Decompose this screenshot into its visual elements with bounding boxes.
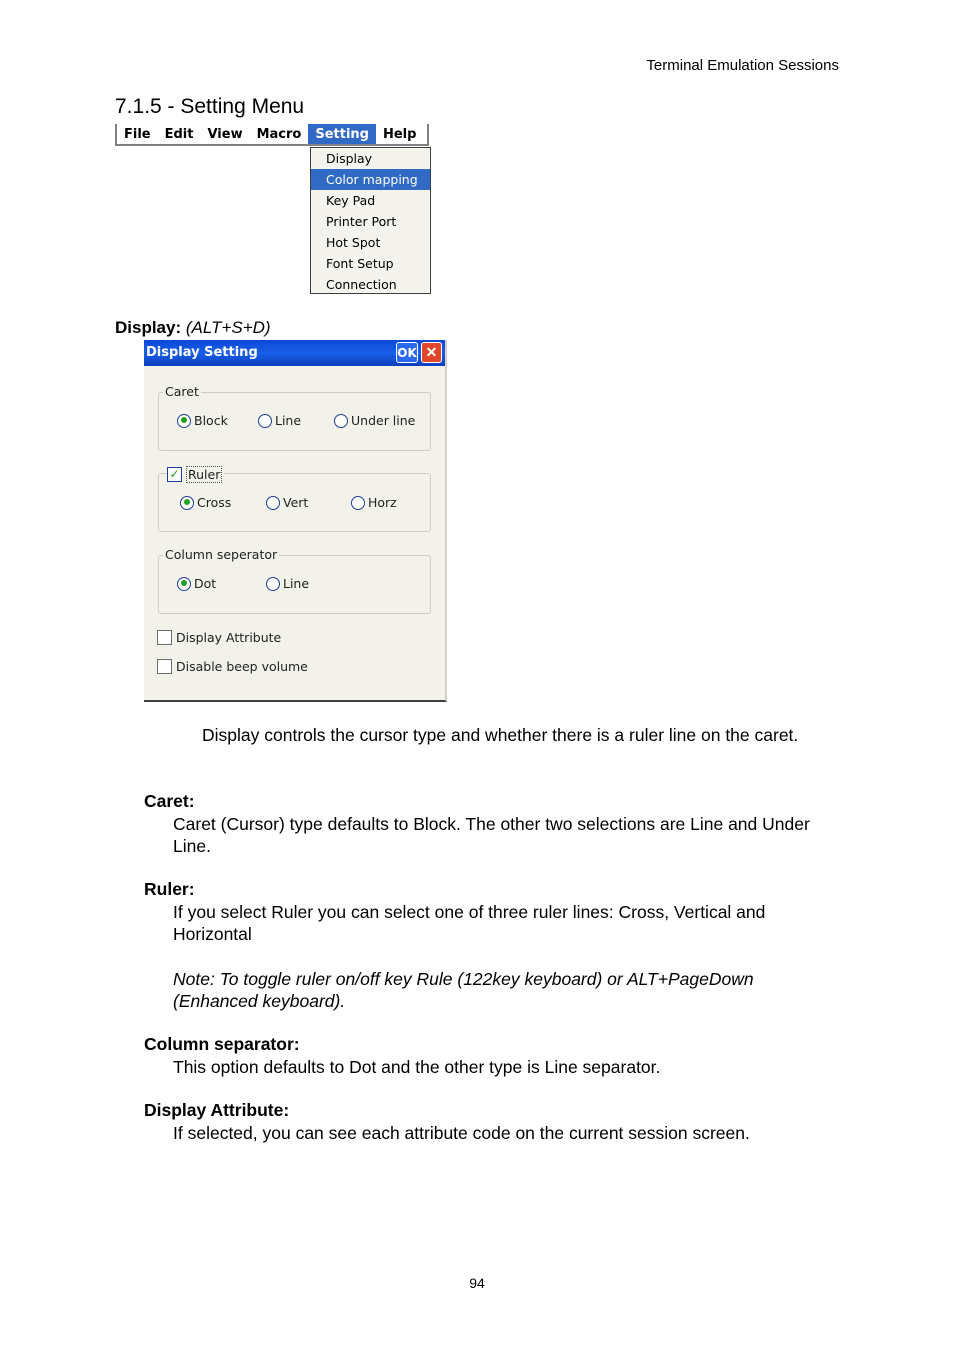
ruler-heading: Ruler: [144, 879, 195, 899]
option-label: Line [275, 413, 302, 428]
menu-item-connection[interactable]: Connection [326, 277, 397, 292]
display-attribute-text: If selected, you can see each attribute code on the current session screen. [173, 1123, 750, 1143]
menu-item-printer-port[interactable]: Printer Port [326, 214, 397, 229]
menu-setting[interactable]: Setting [308, 124, 376, 144]
disable-beep-checkbox[interactable] [157, 659, 308, 674]
ok-button[interactable]: OK [396, 342, 418, 363]
running-header: Terminal Emulation Sessions [646, 57, 839, 74]
dialog-titlebar [144, 340, 445, 366]
page-number: 94 [469, 1275, 485, 1291]
caret-line-option[interactable] [258, 413, 301, 428]
column-separator-heading: Column separator: [144, 1034, 300, 1054]
radio-icon [266, 577, 280, 591]
display-attribute-checkbox[interactable] [157, 630, 281, 645]
option-label: Cross [197, 495, 232, 510]
option-label: Block [194, 413, 228, 428]
ruler-group [158, 467, 431, 532]
option-label: Under line [351, 413, 416, 428]
radio-icon [266, 496, 280, 510]
menu-item-display[interactable]: Display [326, 151, 373, 166]
caret-group-label: Caret [165, 384, 199, 399]
menu-view[interactable]: View [207, 127, 243, 142]
menu-item-font-setup[interactable]: Font Setup [326, 256, 394, 271]
display-attribute-label: Display Attribute [176, 630, 282, 645]
setting-dropdown [310, 147, 431, 294]
ruler-label: Ruler [188, 467, 221, 482]
caret-underline-option[interactable] [334, 413, 415, 428]
ruler-vert-option[interactable] [266, 495, 308, 510]
display-heading [115, 318, 271, 338]
option-label: Vert [283, 495, 309, 510]
caret-block-option[interactable] [177, 413, 228, 428]
ruler-text: If you select Ruler you can select one of three ruler lines: Cross, Vertical and Horizontal [173, 902, 766, 944]
caret-group [158, 384, 431, 451]
ruler-note: Note: To toggle ruler on/off key Rule (122key keyboard) or ALT+PageDown (Enhanced keyboard). [173, 969, 754, 1011]
dialog-title: Display Setting [146, 345, 258, 360]
menu-item-key-pad[interactable]: Key Pad [326, 193, 376, 208]
colsep-line-option[interactable] [266, 576, 309, 591]
display-heading-shortcut: (ALT+S+D) [185, 318, 271, 337]
checkbox-icon [157, 630, 172, 645]
option-label: Line [283, 576, 310, 591]
menu-edit[interactable]: Edit [164, 127, 194, 142]
option-label: Horz [368, 495, 397, 510]
column-separator-text: This option defaults to Dot and the other type is Line separator. [173, 1057, 661, 1077]
ruler-checkbox[interactable] [167, 466, 224, 483]
radio-icon [180, 496, 194, 510]
checkmark-icon: ✓ [167, 467, 182, 482]
radio-icon [334, 414, 348, 428]
radio-icon [177, 577, 191, 591]
column-separator-group [158, 547, 431, 614]
ruler-cross-option[interactable] [180, 495, 231, 510]
menu-item-hot-spot[interactable]: Hot Spot [326, 235, 381, 250]
radio-icon [177, 414, 191, 428]
ruler-horz-option[interactable] [351, 495, 397, 510]
display-setting-dialog [144, 340, 447, 702]
checkbox-icon [157, 659, 172, 674]
intro-paragraph: Display controls the cursor type and whether there is a ruler line on the caret. [202, 725, 799, 745]
option-label: Dot [194, 576, 217, 591]
menu-help[interactable]: Help [382, 127, 417, 142]
caret-text: Caret (Cursor) type defaults to Block. The other two selections are Line and Under Line. [173, 814, 810, 856]
menu-bar-edge [427, 124, 429, 146]
menu-item-color-mapping[interactable]: Color mapping [311, 169, 430, 190]
display-heading-label: Display: [115, 318, 182, 337]
radio-icon [351, 496, 365, 510]
section-title: 7.1.5 - Setting Menu [115, 95, 305, 118]
menu-file[interactable]: File [124, 127, 151, 142]
menu-macro[interactable]: Macro [256, 127, 302, 142]
disable-beep-label: Disable beep volume [176, 659, 308, 674]
colsep-dot-option[interactable] [177, 576, 216, 591]
close-button[interactable]: ✕ [421, 342, 442, 363]
display-attribute-heading: Display Attribute: [144, 1100, 290, 1120]
radio-icon [258, 414, 272, 428]
menu-bar [115, 124, 427, 146]
caret-heading: Caret: [144, 791, 195, 811]
column-separator-label: Column seperator [165, 547, 278, 562]
